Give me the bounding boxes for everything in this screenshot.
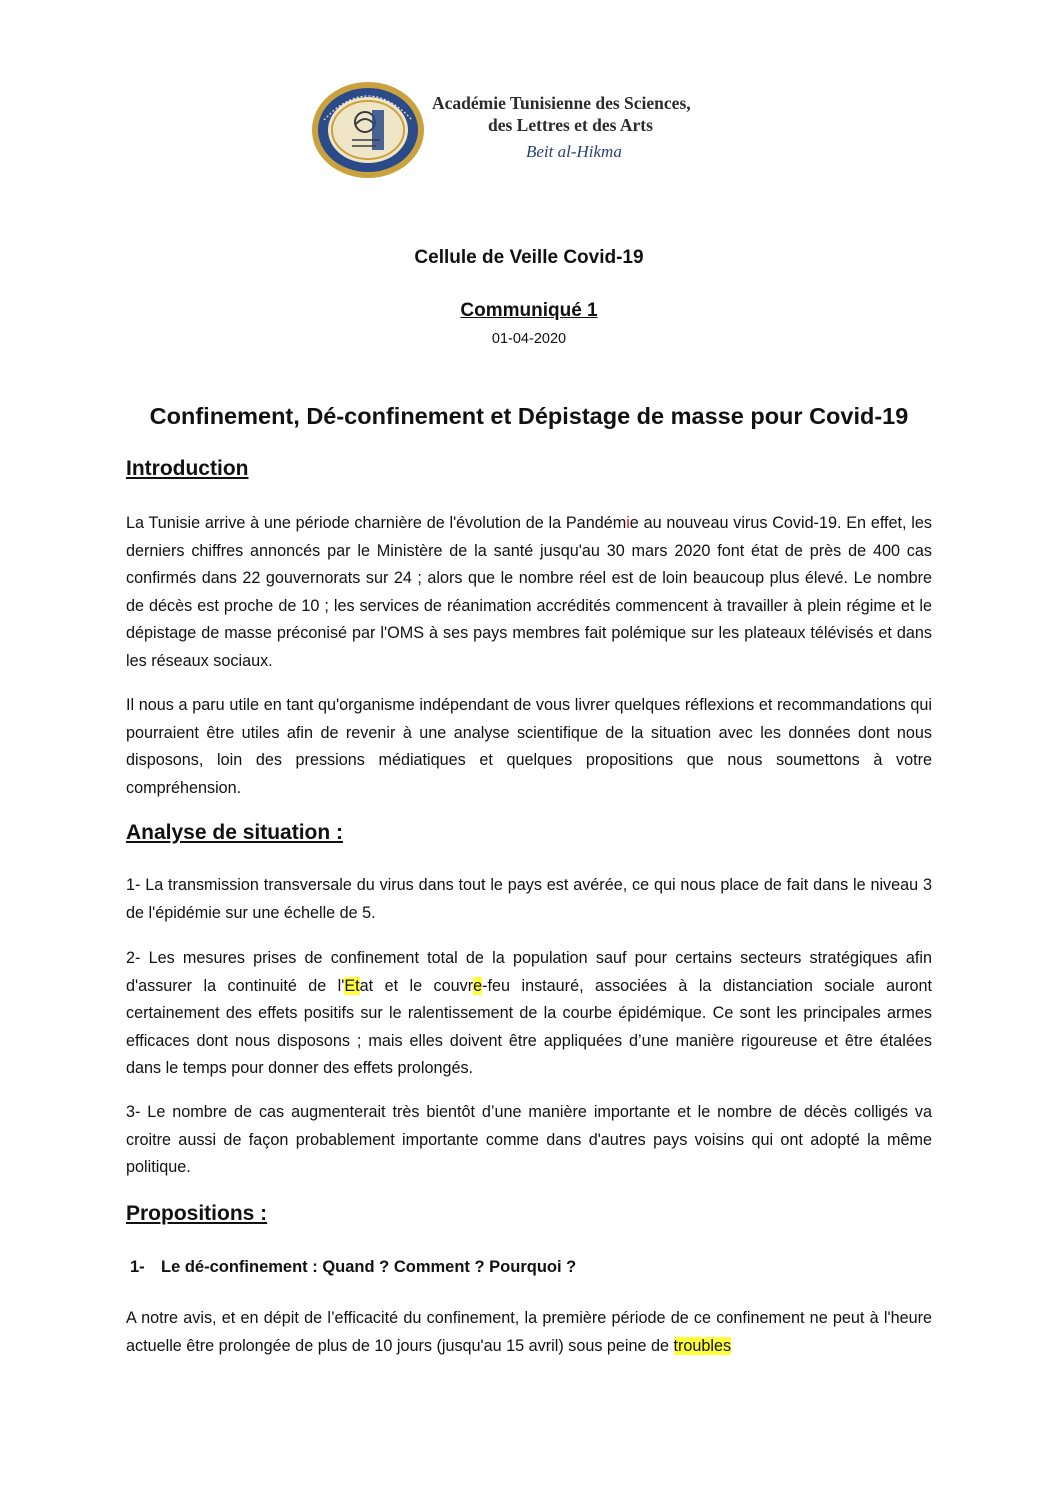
institution-name-line-2: des Lettres et des Arts <box>488 115 653 135</box>
analyse-paragraph-3: 3- Le nombre de cas augmenterait très bientôt d’une manière importante et le nombre de décès colligés va croitre aussi de façon probablement importante comme dans d'autres pays voisins qui ont adopté la même politique. <box>126 1103 932 1176</box>
introduction-heading: Introduction <box>126 457 249 480</box>
analyse-p2-text-b: at et le couvr <box>359 976 474 995</box>
cellule-heading: Cellule de Veille Covid-19 <box>414 247 644 268</box>
proposition-number: 1- <box>130 1258 145 1276</box>
proposition-title: Le dé-confinement : Quand ? Comment ? Pourquoi ? <box>161 1258 577 1276</box>
intro-p1-text-b: e au nouveau virus Covid-19. En effet, les derniers chiffres annoncés par le Ministère de la santé jusqu'au 30 mars 2020 font état de près de 400 cas confirmés dans 22 gouvernorats sur 24 ; alors que le nombre réel est de loin beaucoup plus élevé. Le nombre de décès est proche de 10 ; les services de réanimation accrédités commencent à travailler à plein régime et le dépistage de masse préconisé par l'OMS à ses pays membres fait polémique sur les plateaux télévisés et dans les réseaux sociaux. <box>126 514 932 670</box>
proposition-subheading-1 <box>130 1258 576 1277</box>
propositions-paragraph-1 <box>126 1305 932 1360</box>
communique-number <box>0 300 1058 322</box>
analyse-p2-highlight-2: e <box>473 976 483 995</box>
institution-header <box>310 80 770 180</box>
introduction-paragraph-1 <box>126 510 932 675</box>
analyse-p2-highlight-1: Et <box>344 976 360 995</box>
analyse-p2-text-c: -feu instauré, associées à la distanciation sociale auront certainement des effets positifs sur le ralentissement de la courbe épidémique. Ce sont les principales armes efficaces dont nous disposons ; mais elles doivent être appliquées d’une manière rigoureuse et être étalées dans le temps pour donner des effets prolongés. <box>126 976 932 1077</box>
intro-p1-red-letter: i <box>626 514 630 532</box>
institution-name-line-1: Académie Tunisienne des Sciences, <box>432 93 691 113</box>
beit-al-hikma-seal-logo <box>310 80 426 180</box>
communique-date: 01-04-2020 <box>491 331 567 347</box>
analyse-p2-text-a: 2- Les mesures prises de confinement total de la population sauf pour certains secteurs stratégiques afin d'assurer la continuité de l' <box>126 949 932 995</box>
analyse-heading: Analyse de situation : <box>126 821 344 844</box>
introduction-paragraph-2: Il nous a paru utile en tant qu'organisme indépendant de vous livrer quelques réflexions et recommandations qui pourraient être utiles afin de revenir à une analyse scientifique de la situation avec les données dont nous disposons, loin des pressions médiatiques et quelques propositions que nous soumettons à votre compréhension. <box>126 696 932 797</box>
communique-label: Communiqué 1 <box>460 300 598 321</box>
intro-p1-text-a: La Tunisie arrive à une période charnière de l'évolution de la Pandém <box>126 514 627 532</box>
analyse-paragraph-2 <box>126 945 932 1083</box>
prop-p1-highlight: troubles <box>673 1336 732 1355</box>
analyse-paragraph-1: 1- La transmission transversale du virus dans tout le pays est avérée, ce qui nous place de fait dans le niveau 3 de l'épidémie sur une échelle de 5. <box>126 876 932 922</box>
prop-p1-text-a: A notre avis, et en dépit de l’efficacité du confinement, la première période de ce confinement ne peut à l'heure actuelle être prolongée de plus de 10 jours (jusqu'au 15 avril) sous peine de <box>126 1309 932 1355</box>
document-title: Confinement, Dé-confinement et Dépistage de masse pour Covid-19 <box>149 403 909 429</box>
institution-name-line-3: Beit al-Hikma <box>526 142 622 161</box>
propositions-heading: Propositions : <box>126 1202 268 1225</box>
